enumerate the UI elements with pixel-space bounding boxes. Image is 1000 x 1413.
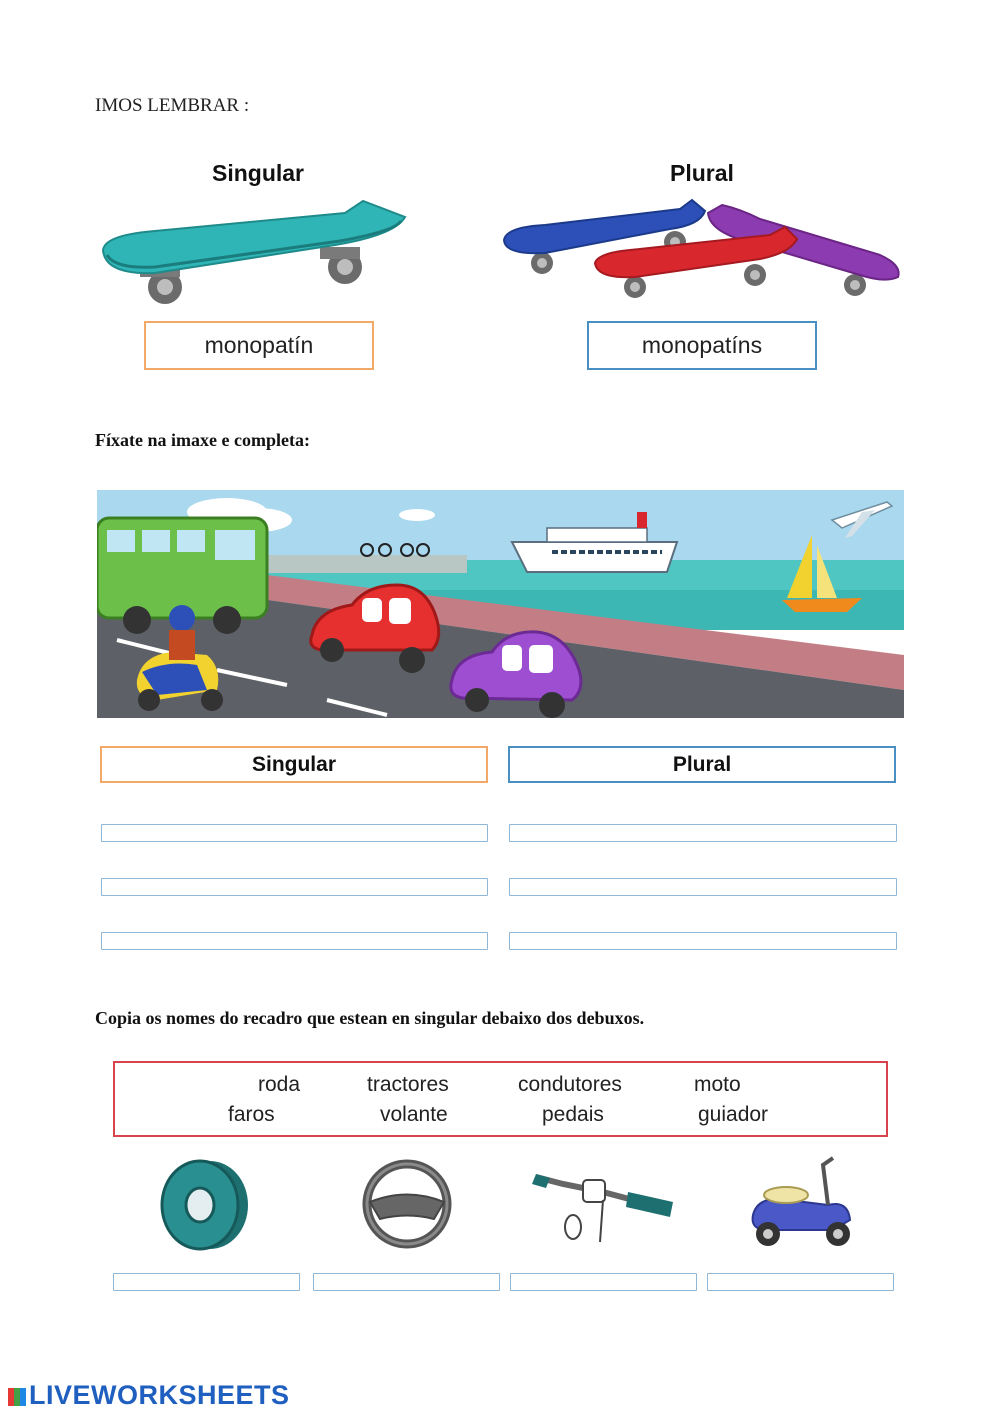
logo-mark-icon xyxy=(8,1388,26,1406)
word-bank-item: condutores xyxy=(518,1073,622,1096)
word-bank-item: roda xyxy=(258,1073,301,1096)
plural-column-header: Plural xyxy=(508,746,896,783)
picture-answer-field[interactable] xyxy=(707,1273,894,1291)
scooter-icon xyxy=(738,1150,863,1250)
intro-text: IMOS LEMBRAR : xyxy=(95,95,250,116)
section1-instruction: Fíxate na imaxe e completa: xyxy=(95,430,310,450)
wheel-icon xyxy=(155,1158,255,1253)
skateboard-icon xyxy=(103,201,405,304)
word-bank-item: pedais xyxy=(542,1103,604,1126)
vehicles-scene-image xyxy=(97,490,904,718)
picture-answer-field[interactable] xyxy=(113,1273,300,1291)
plural-answer-field[interactable] xyxy=(509,878,897,896)
plural-word-box: monopatíns xyxy=(587,321,817,370)
singular-word-box: monopatín xyxy=(144,321,374,370)
word-bank-item: faros xyxy=(228,1103,275,1126)
word-bank-box xyxy=(113,1061,888,1137)
skateboard-plural-image xyxy=(500,195,905,305)
word-bank-item: volante xyxy=(380,1103,448,1126)
singular-answer-field[interactable] xyxy=(101,932,488,950)
singular-answer-field[interactable] xyxy=(101,824,488,842)
steering-wheel-icon xyxy=(360,1157,455,1252)
plural-heading: Plural xyxy=(670,160,734,186)
picture-answer-field[interactable] xyxy=(313,1273,500,1291)
skateboard-singular-image xyxy=(95,195,410,310)
singular-answer-field[interactable] xyxy=(101,878,488,896)
singular-heading: Singular xyxy=(211,160,304,186)
liveworksheets-logo xyxy=(8,1380,290,1411)
logo-text: LIVEWORKSHEETS xyxy=(29,1380,290,1410)
picture-answer-field[interactable] xyxy=(510,1273,697,1291)
section2-instruction: Copia os nomes do recadro que estean en singular debaixo dos debuxos. xyxy=(95,1008,645,1028)
word-bank-item: moto xyxy=(694,1073,741,1096)
plural-answer-field[interactable] xyxy=(509,824,897,842)
word-bank-item: tractores xyxy=(367,1073,449,1096)
singular-column-header: Singular xyxy=(100,746,488,783)
plural-answer-field[interactable] xyxy=(509,932,897,950)
handlebar-icon xyxy=(528,1162,678,1247)
word-bank-item: guiador xyxy=(698,1103,769,1126)
